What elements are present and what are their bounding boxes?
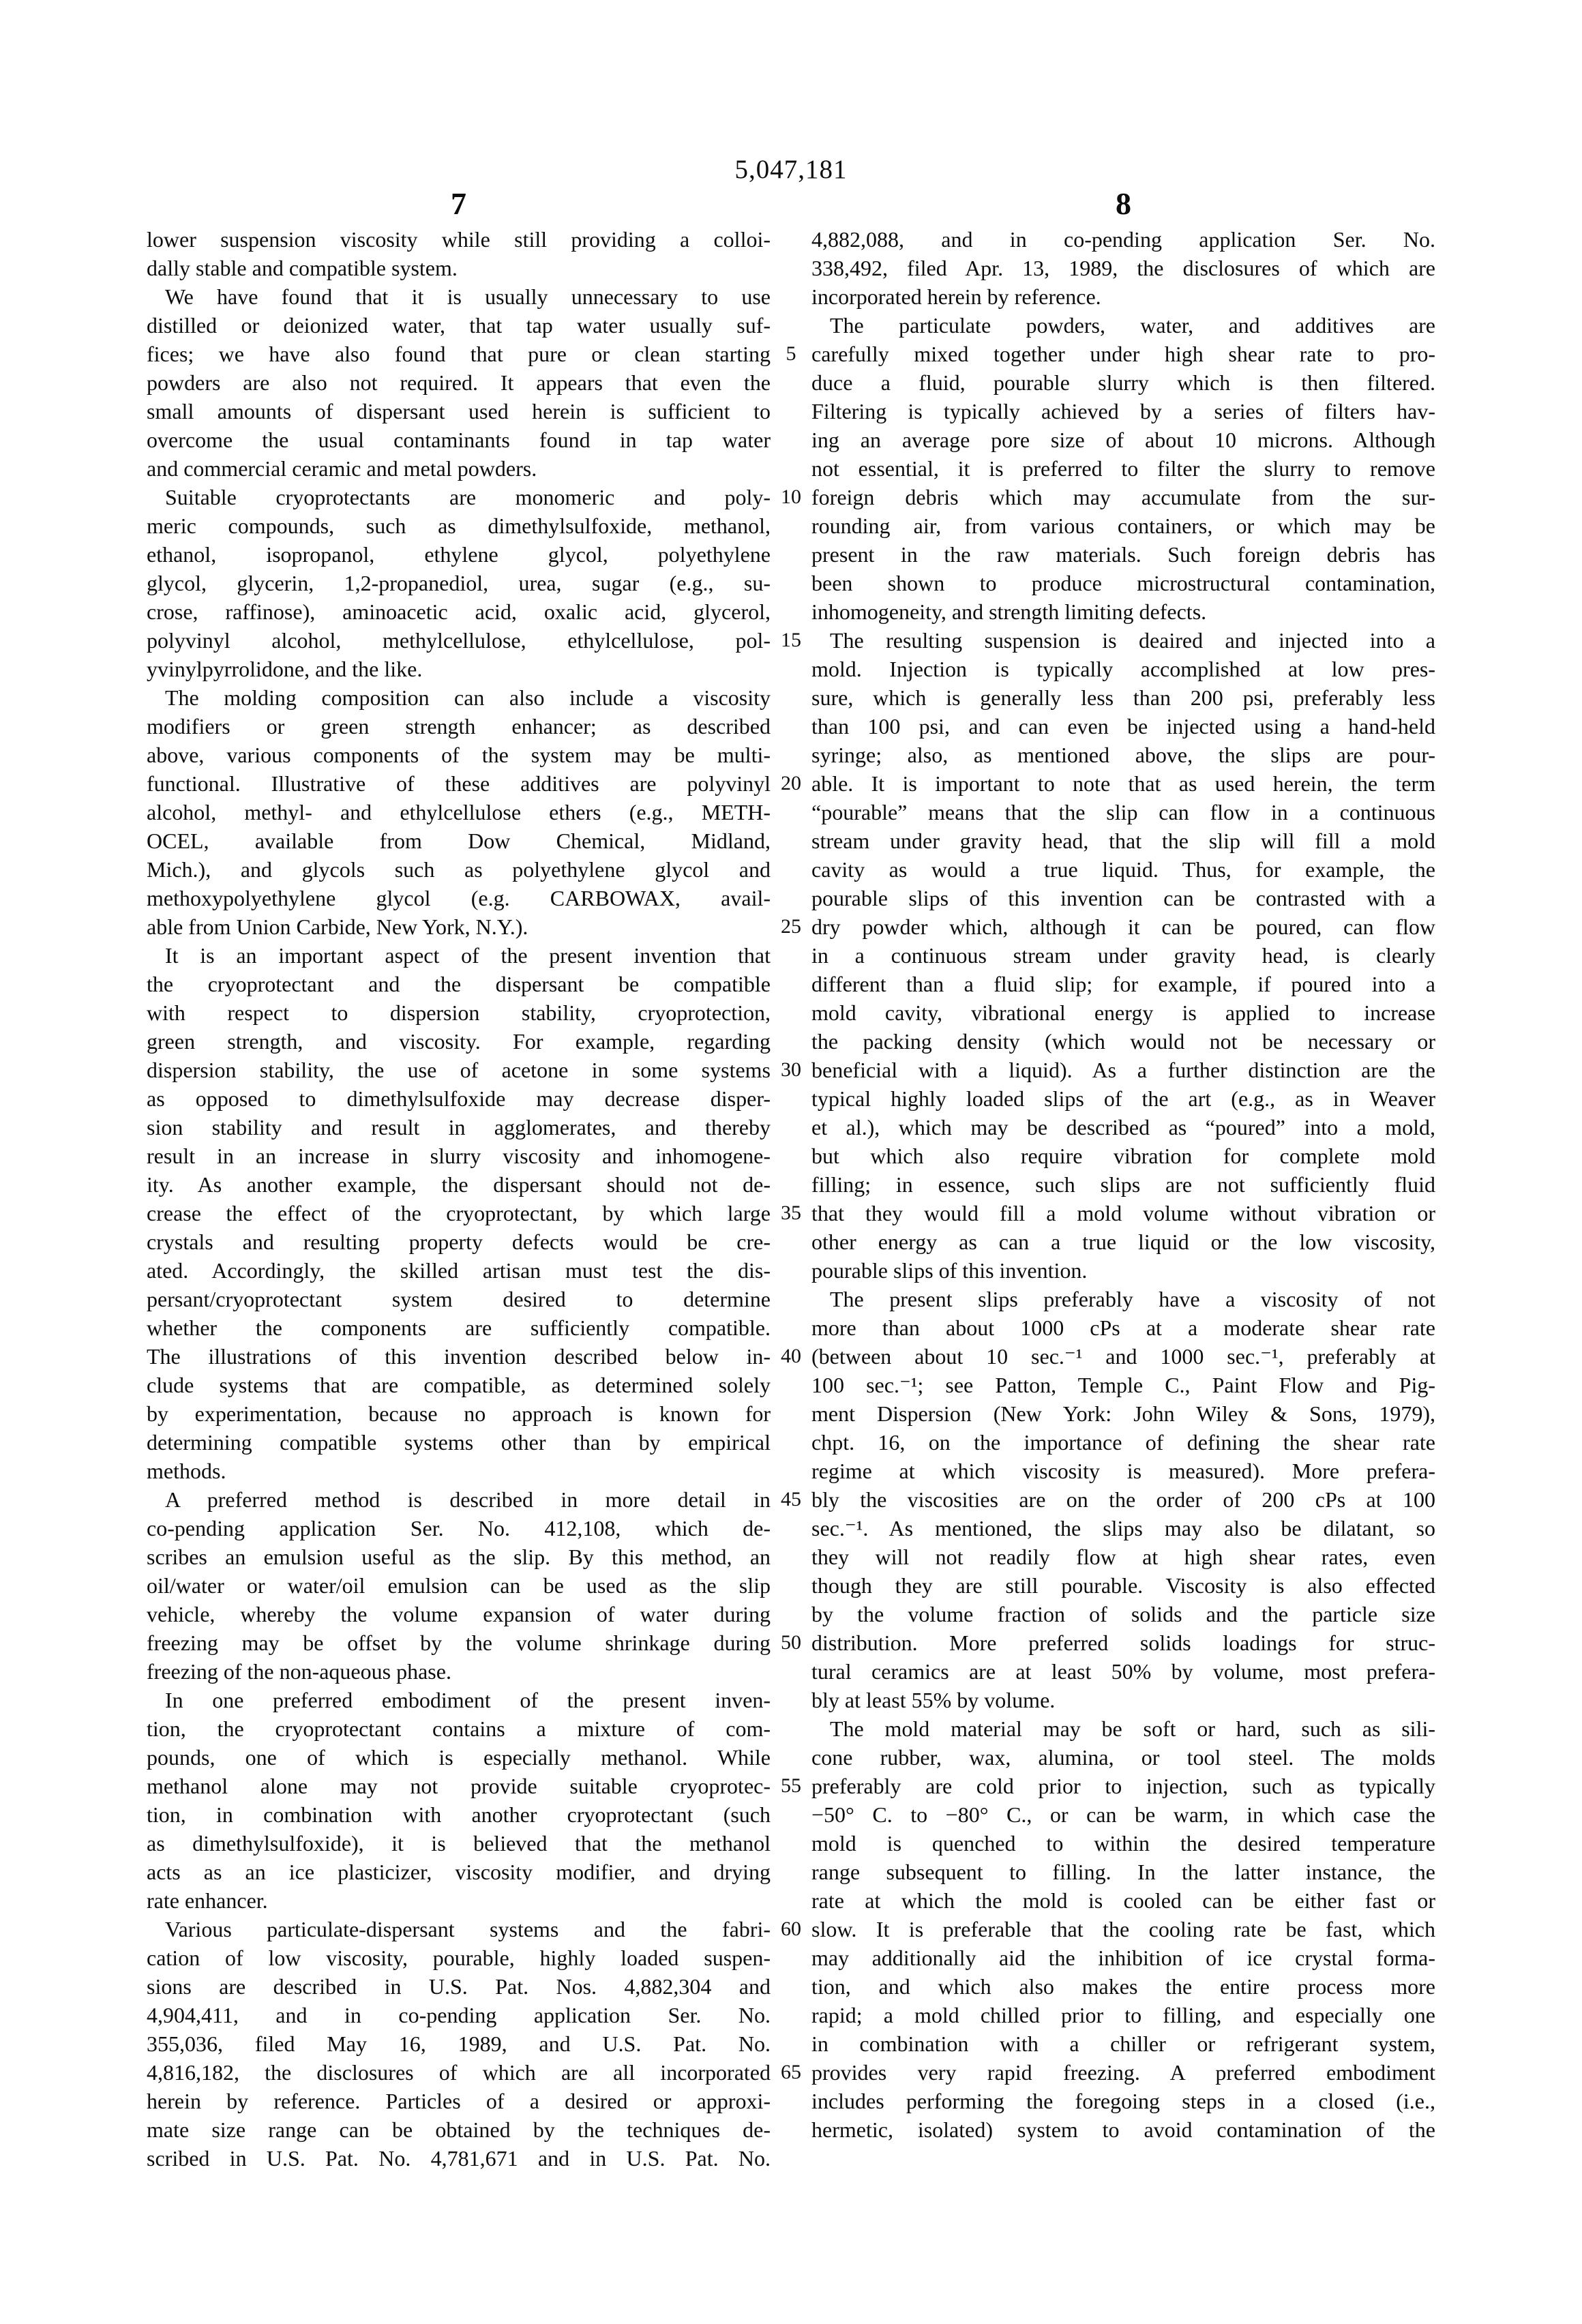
text-line: pourable slips of this invention. <box>811 1258 1088 1283</box>
text-line: mate size range can be obtained by the techniques de- <box>147 2117 771 2142</box>
text-line: overcome the usual contaminants found in tap water <box>147 428 771 452</box>
text-line: rapid; a mold chilled prior to filling, and especially one <box>811 2003 1435 2027</box>
line-number: 65 <box>781 2061 801 2083</box>
text-line: includes performing the foregoing steps in a closed (i.e., <box>811 2089 1435 2113</box>
text-line: in combination with a chiller or refrigerant system, <box>811 2031 1435 2056</box>
text-line: distribution. More preferred solids loadings for struc- <box>811 1630 1435 1655</box>
line-number: 45 <box>781 1488 801 1510</box>
text-line: been shown to produce microstructural contamination, <box>811 571 1435 595</box>
text-line: tion, and which also makes the entire process more <box>811 1974 1435 1999</box>
text-line: methoxypolyethylene glycol (e.g. CARBOWAX, avail- <box>147 886 771 910</box>
text-line: beneficial with a liquid). As a further distinction are the <box>811 1058 1435 1082</box>
text-line: et al.), which may be described as “poured” into a mold, <box>811 1115 1435 1139</box>
text-line: inhomogeneity, and strength limiting defects. <box>811 599 1207 624</box>
text-line: 338,492, filed Apr. 13, 1989, the disclosures of which are <box>811 256 1435 280</box>
text-line: result in an increase in slurry viscosity and inhomogene- <box>147 1144 771 1168</box>
text-line: The resulting suspension is deaired and injected into a <box>830 628 1435 653</box>
text-line: co-pending application Ser. No. 412,108, which de- <box>147 1516 771 1540</box>
line-number: 60 <box>781 1918 801 1940</box>
text-line: persant/cryoprotectant system desired to determine <box>147 1287 771 1311</box>
column-number-right: 8 <box>1116 186 1131 221</box>
text-line: sec.⁻¹. As mentioned, the slips may also be dilatant, so <box>811 1516 1435 1540</box>
text-line: A preferred method is described in more detail in <box>165 1487 771 1512</box>
text-line: mold cavity, vibrational energy is applied to increase <box>811 1000 1435 1025</box>
text-line: by the volume fraction of solids and the particle size <box>811 1602 1435 1626</box>
text-line: dally stable and compatible system. <box>147 256 458 280</box>
text-line: herein by reference. Particles of a desired or approxi- <box>147 2089 771 2113</box>
text-line: mold. Injection is typically accomplished at low pres- <box>811 657 1435 681</box>
text-line: “pourable” means that the slip can flow in a continuous <box>811 800 1435 824</box>
text-line: as dimethylsulfoxide), it is believed that the methanol <box>147 1831 771 1856</box>
text-line: by experimentation, because no approach is known for <box>147 1401 771 1426</box>
text-line: the packing density (which would not be necessary or <box>811 1029 1435 1054</box>
text-line: typical highly loaded slips of the art (e.g., as in Weaver <box>811 1086 1435 1111</box>
text-line: polyvinyl alcohol, methylcellulose, ethylcellulose, pol- <box>147 628 771 653</box>
text-line: powders are also not required. It appears that even the <box>147 370 771 395</box>
text-line: range subsequent to filling. In the latter instance, the <box>811 1860 1435 1884</box>
text-line: tural ceramics are at least 50% by volume, most prefera- <box>811 1659 1435 1684</box>
text-line: In one preferred embodiment of the present inven- <box>165 1688 771 1712</box>
text-line: carefully mixed together under high shear rate to pro- <box>811 342 1435 366</box>
text-line: OCEL, available from Dow Chemical, Midland, <box>147 829 771 853</box>
text-line: not essential, it is preferred to filter the slurry to remove <box>811 456 1435 481</box>
text-line: freezing of the non-aqueous phase. <box>147 1659 451 1684</box>
text-line: cone rubber, wax, alumina, or tool steel. The molds <box>811 1745 1435 1770</box>
line-number: 50 <box>781 1631 801 1654</box>
text-line: scribes an emulsion useful as the slip. By this method, an <box>147 1545 771 1569</box>
text-line: tion, in combination with another cryoprotectant (such <box>147 1802 771 1827</box>
text-line: provides very rapid freezing. A preferred embodiment <box>811 2060 1435 2085</box>
text-line: sions are described in U.S. Pat. Nos. 4,882,304 and <box>147 1974 771 1999</box>
text-line: glycol, glycerin, 1,2-propanediol, urea, sugar (e.g., su- <box>147 571 771 595</box>
text-line: rate at which the mold is cooled can be either fast or <box>811 1888 1435 1913</box>
text-line: crease the effect of the cryoprotectant, by which large <box>147 1201 771 1225</box>
text-line: ment Dispersion (New York: John Wiley & Sons, 1979), <box>811 1401 1435 1426</box>
text-line: chpt. 16, on the importance of defining the shear rate <box>811 1430 1435 1455</box>
text-line: methanol alone may not provide suitable cryoprotec- <box>147 1774 771 1798</box>
text-line: Various particulate-dispersant systems and the fabri- <box>165 1917 771 1941</box>
text-line: determining compatible systems other than by empirical <box>147 1430 771 1455</box>
text-line: modifiers or green strength enhancer; as described <box>147 714 771 739</box>
text-line: than 100 psi, and can even be injected using a hand-held <box>811 714 1435 739</box>
text-line: meric compounds, such as dimethylsulfoxide, methanol, <box>147 513 771 538</box>
text-line: 355,036, filed May 16, 1989, and U.S. Pat. No. <box>147 2031 771 2056</box>
text-line: more than about 1000 cPs at a moderate shear rate <box>811 1315 1435 1340</box>
text-line: yvinylpyrrolidone, and the like. <box>147 657 423 681</box>
text-line: 4,882,088, and in co-pending application Ser. No. <box>811 227 1435 252</box>
text-line: ated. Accordingly, the skilled artisan must test the dis- <box>147 1258 771 1283</box>
text-line: 4,816,182, the disclosures of which are all incorporated <box>147 2060 771 2085</box>
line-number: 20 <box>781 772 801 794</box>
text-line: scribed in U.S. Pat. No. 4,781,671 and in U.S. Pat. No. <box>147 2146 771 2171</box>
line-number: 5 <box>786 342 796 365</box>
text-line: bly the viscosities are on the order of 200 cPs at 100 <box>811 1487 1435 1512</box>
line-number: 25 <box>781 915 801 938</box>
text-line: small amounts of dispersant used herein is sufficient to <box>147 399 771 423</box>
text-line: tion, the cryoprotectant contains a mixture of com- <box>147 1716 771 1741</box>
text-line: filling; in essence, such slips are not sufficiently fluid <box>811 1172 1435 1197</box>
text-line: sion stability and result in agglomerates, and thereby <box>147 1115 771 1139</box>
column-number-left: 7 <box>451 186 466 221</box>
text-line: −50° C. to −80° C., or can be warm, in which case the <box>811 1802 1435 1827</box>
page-body <box>147 225 1435 2173</box>
text-line: crystals and resulting property defects would be cre- <box>147 1230 771 1254</box>
text-line: above, various components of the system may be multi- <box>147 743 771 767</box>
line-number-gutter <box>771 225 811 2173</box>
text-line: methods. <box>147 1459 226 1483</box>
text-line: freezing may be offset by the volume shrinkage during <box>147 1630 771 1655</box>
text-line: though they are still pourable. Viscosity is also effected <box>811 1573 1435 1598</box>
text-line: incorporated herein by reference. <box>811 284 1101 309</box>
line-number: 40 <box>781 1345 801 1367</box>
text-line: with respect to dispersion stability, cryoprotection, <box>147 1000 771 1025</box>
text-line: and commercial ceramic and metal powders. <box>147 456 537 481</box>
text-line: as opposed to dimethylsulfoxide may decrease disper- <box>147 1086 771 1111</box>
text-line: Filtering is typically achieved by a series of filters hav- <box>811 399 1435 423</box>
text-line: but which also require vibration for complete mold <box>811 1144 1435 1168</box>
text-line: in a continuous stream under gravity head, is clearly <box>811 943 1435 968</box>
text-line: functional. Illustrative of these additives are polyvinyl <box>147 771 771 796</box>
text-line: alcohol, methyl- and ethylcellulose ethers (e.g., METH- <box>147 800 771 824</box>
text-line: bly at least 55% by volume. <box>811 1688 1056 1712</box>
text-line: Mich.), and glycols such as polyethylene glycol and <box>147 857 771 882</box>
line-number: 30 <box>781 1058 801 1081</box>
text-line: duce a fluid, pourable slurry which is then filtered. <box>811 370 1435 395</box>
text-line: fices; we have also found that pure or clean starting <box>147 342 771 366</box>
text-line: 4,904,411, and in co-pending application Ser. No. <box>147 2003 771 2027</box>
patent-number: 5,047,181 <box>734 155 848 184</box>
text-line: dispersion stability, the use of acetone in some systems <box>147 1058 771 1082</box>
text-line: preferably are cold prior to injection, such as typically <box>811 1774 1435 1798</box>
text-line: ity. As another example, the dispersant should not de- <box>147 1172 771 1197</box>
line-number: 15 <box>781 629 801 651</box>
text-line: It is an important aspect of the present invention that <box>165 943 771 968</box>
text-line: stream under gravity head, that the slip will fill a mold <box>811 829 1435 853</box>
right-column <box>811 225 1435 2173</box>
text-line: hermetic, isolated) system to avoid contamination of the <box>811 2117 1435 2142</box>
text-line: able. It is important to note that as used herein, the term <box>811 771 1435 796</box>
left-column <box>147 225 771 2173</box>
text-line: Suitable cryoprotectants are monomeric and poly- <box>165 485 771 509</box>
text-line: acts as an ice plasticizer, viscosity modifier, and drying <box>147 1860 771 1884</box>
text-line: sure, which is generally less than 200 psi, preferably less <box>811 685 1435 710</box>
line-number: 10 <box>781 486 801 508</box>
text-line: green strength, and viscosity. For example, regarding <box>147 1029 771 1054</box>
text-line: rounding air, from various containers, or which may be <box>811 513 1435 538</box>
text-line: regime at which viscosity is measured). More prefera- <box>811 1459 1435 1483</box>
text-line: able from Union Carbide, New York, N.Y.). <box>147 914 528 939</box>
text-line: distilled or deionized water, that tap water usually suf- <box>147 313 771 338</box>
text-line: The illustrations of this invention described below in- <box>147 1344 771 1369</box>
text-line: different than a fluid slip; for example, if poured into a <box>811 972 1435 996</box>
text-line: oil/water or water/oil emulsion can be used as the slip <box>147 1573 771 1598</box>
text-line: pourable slips of this invention can be contrasted with a <box>811 886 1435 910</box>
text-line: clude systems that are compatible, as determined solely <box>147 1373 771 1397</box>
text-line: may additionally aid the inhibition of ice crystal forma- <box>811 1946 1435 1970</box>
text-line: 100 sec.⁻¹; see Patton, Temple C., Paint Flow and Pig- <box>811 1373 1435 1397</box>
text-line: The molding composition can also include a viscosity <box>165 685 771 710</box>
text-line: other energy as can a true liquid or the low viscosity, <box>811 1230 1435 1254</box>
line-number: 35 <box>781 1202 801 1224</box>
text-line: The mold material may be soft or hard, such as sili- <box>830 1716 1435 1741</box>
text-line: slow. It is preferable that the cooling rate be fast, which <box>811 1917 1435 1941</box>
text-line: The present slips preferably have a viscosity of not <box>830 1287 1435 1311</box>
text-line: (between about 10 sec.⁻¹ and 1000 sec.⁻¹, preferably at <box>811 1344 1435 1369</box>
text-line: ethanol, isopropanol, ethylene glycol, polyethylene <box>147 542 771 567</box>
text-line: that they would fill a mold volume without vibration or <box>811 1201 1435 1225</box>
text-line: crose, raffinose), aminoacetic acid, oxalic acid, glycerol, <box>147 599 771 624</box>
line-number: 55 <box>781 1774 801 1797</box>
text-line: ing an average pore size of about 10 microns. Although <box>811 428 1435 452</box>
text-line: We have found that it is usually unnecessary to use <box>165 284 771 309</box>
text-line: dry powder which, although it can be poured, can flow <box>811 914 1435 939</box>
text-line: syringe; also, as mentioned above, the slips are pour- <box>811 743 1435 767</box>
text-line: rate enhancer. <box>147 1888 268 1913</box>
text-line: cation of low viscosity, pourable, highly loaded suspen- <box>147 1946 771 1970</box>
text-line: The particulate powders, water, and additives are <box>830 313 1435 338</box>
text-line: the cryoprotectant and the dispersant be compatible <box>147 972 771 996</box>
text-line: whether the components are sufficiently compatible. <box>147 1315 771 1340</box>
text-line: foreign debris which may accumulate from the sur- <box>811 485 1435 509</box>
text-line: mold is quenched to within the desired temperature <box>811 1831 1435 1856</box>
text-line: pounds, one of which is especially methanol. While <box>147 1745 771 1770</box>
text-line: present in the raw materials. Such foreign debris has <box>811 542 1435 567</box>
text-line: vehicle, whereby the volume expansion of water during <box>147 1602 771 1626</box>
text-line: they will not readily flow at high shear rates, even <box>811 1545 1435 1569</box>
text-line: cavity as would a true liquid. Thus, for example, the <box>811 857 1435 882</box>
text-line: lower suspension viscosity while still providing a colloi- <box>147 227 771 252</box>
